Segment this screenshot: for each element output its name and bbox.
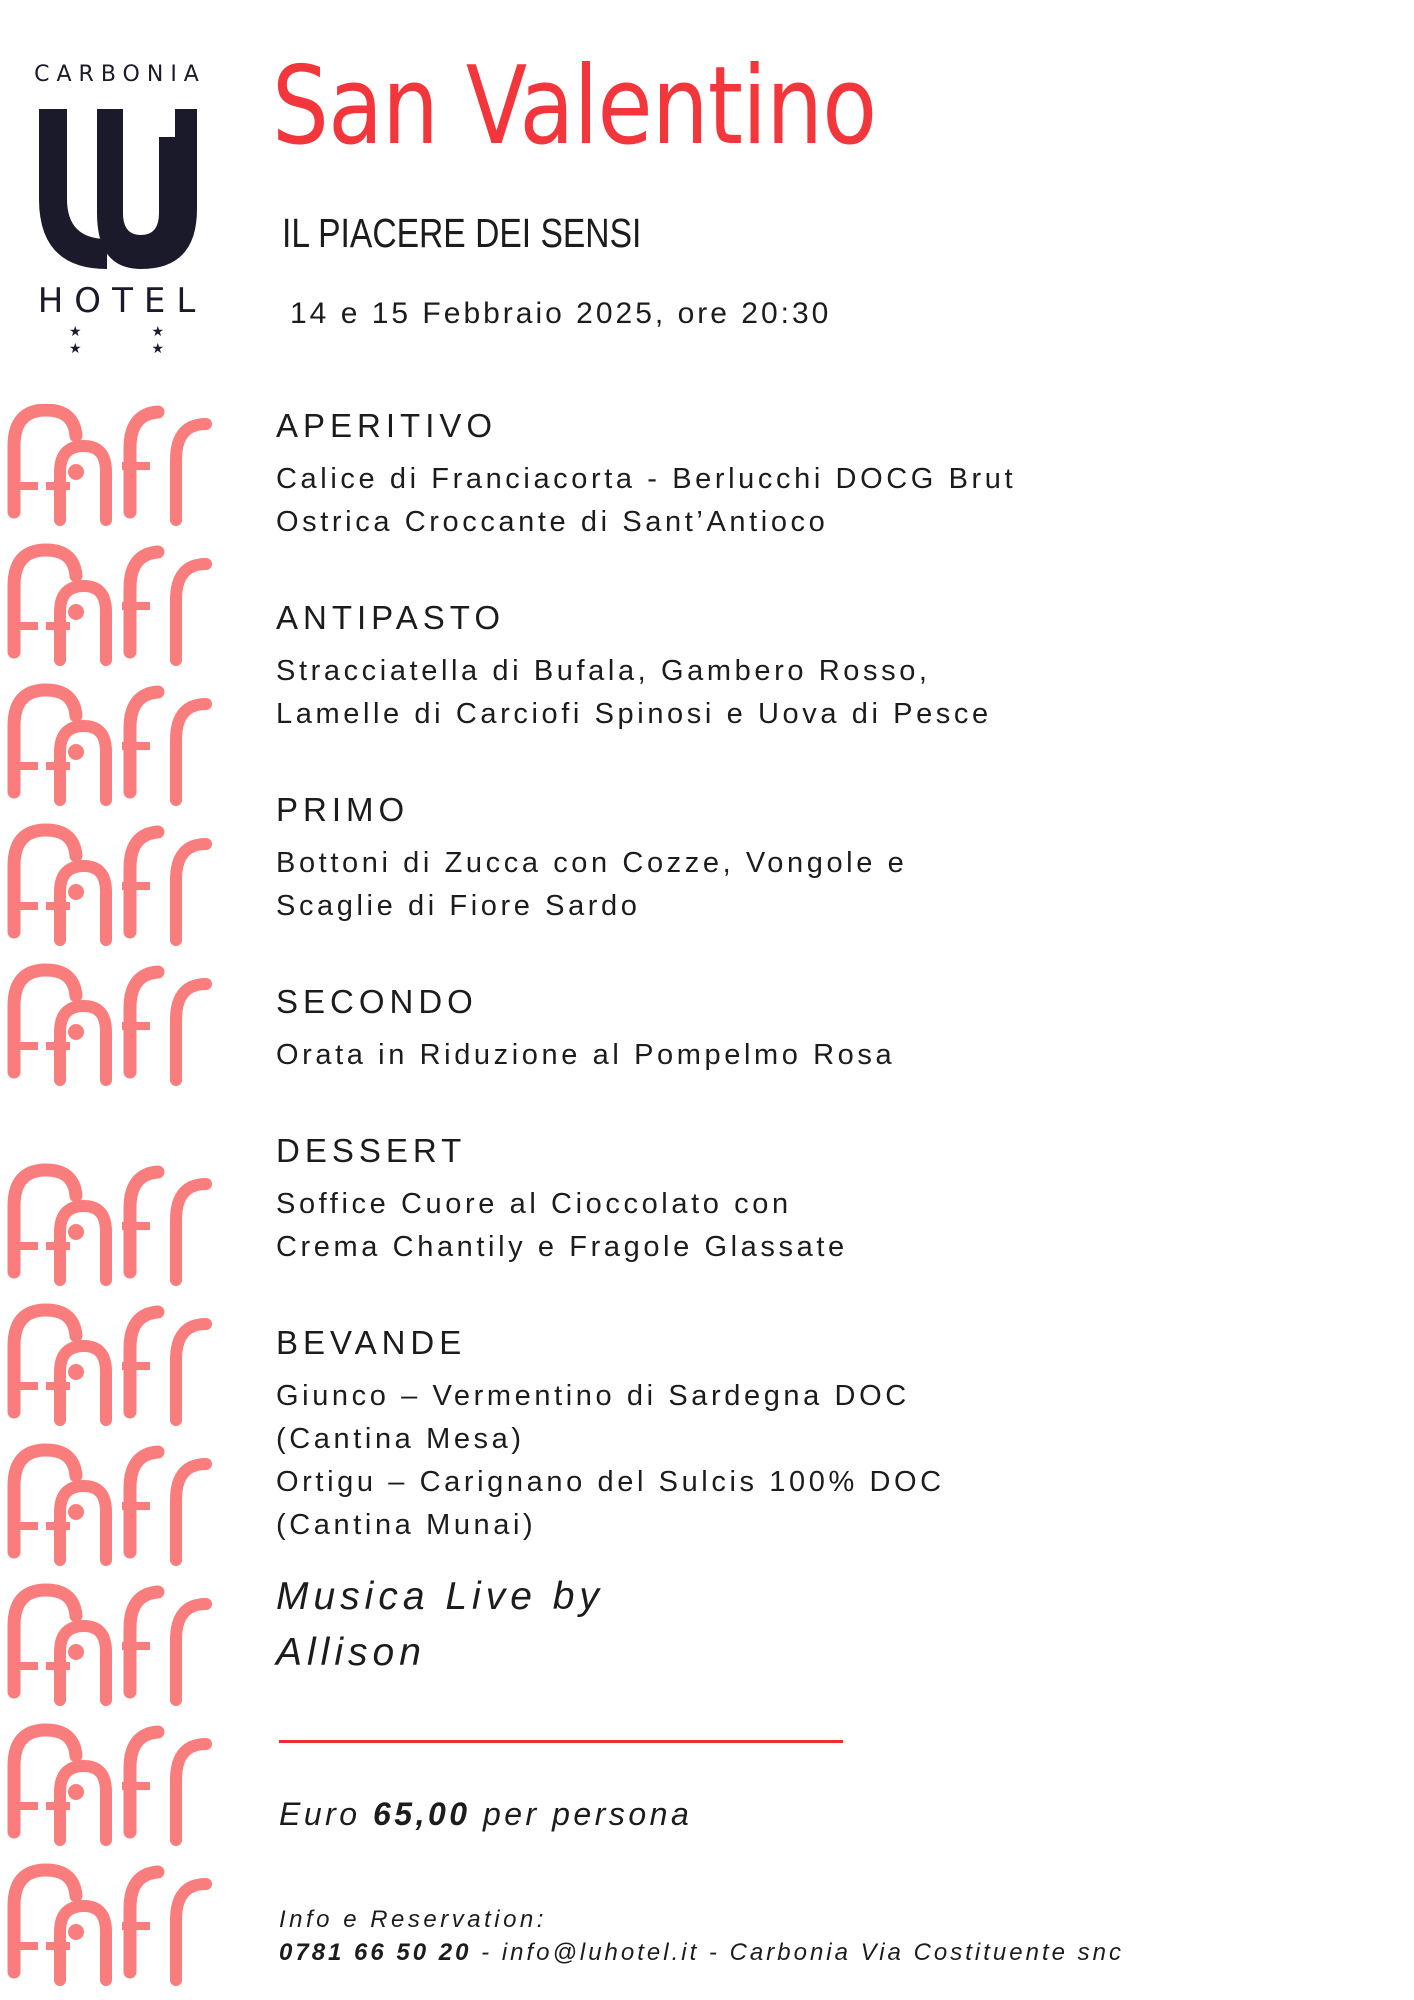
lu-logo-icon [37, 109, 199, 269]
hotel-logo [28, 62, 208, 357]
live-music [276, 1569, 1276, 1681]
menu-line: Ortigu – Carignano del Sulcis 100% DOC [276, 1466, 945, 1498]
info-label: Info e Reservation: [279, 1906, 547, 1933]
contact-details: - info@luhotel.it - Carbonia Via Costituente snc [471, 1939, 1124, 1966]
music-line-1: Musica Live by [276, 1575, 604, 1618]
music-line-2: Allison [276, 1631, 426, 1674]
divider [279, 1740, 843, 1743]
logo-city: CARBONIA [34, 62, 206, 87]
section-title: APERITIVO [276, 407, 498, 444]
menu-section-aperitivo [276, 404, 1276, 544]
logo-hotel: HOTEL [37, 281, 207, 321]
price-prefix: Euro [279, 1796, 361, 1832]
menu-line: Scaglie di Fiore Sardo [276, 890, 641, 922]
menu-line: Calice di Franciacorta - Berlucchi DOCG Brut [276, 463, 1017, 495]
event-subtitle: IL PIACERE DEI SENSI [282, 210, 642, 256]
menu-line: (Cantina Mesa) [276, 1423, 525, 1455]
decorative-pattern [0, 404, 222, 2000]
phone-number: 0781 66 50 20 [279, 1939, 472, 1966]
menu-line: Lamelle di Carciofi Spinosi e Uova di Pesce [276, 698, 992, 730]
menu-line: (Cantina Munai) [276, 1509, 537, 1541]
price [279, 1796, 692, 1833]
menu-section-secondo [276, 980, 1276, 1077]
menu-line: Stracciatella di Bufala, Gambero Rosso, [276, 655, 931, 687]
contact-info [279, 1939, 1124, 1967]
section-title: ANTIPASTO [276, 599, 505, 636]
price-amount: 65,00 [372, 1796, 471, 1832]
menu [276, 404, 1276, 1681]
menu-section-bevande [276, 1321, 1276, 1547]
menu-line: Ostrica Croccante di Sant’Antioco [276, 506, 829, 538]
section-title: BEVANDE [276, 1324, 467, 1361]
menu-line: Bottoni di Zucca con Cozze, Vongole e [276, 847, 908, 879]
event-date: 14 e 15 Febbraio 2025, ore 20:30 [290, 297, 832, 330]
section-title: SECONDO [276, 983, 478, 1020]
section-title: PRIMO [276, 791, 410, 828]
menu-line: Giunco – Vermentino di Sardegna DOC [276, 1380, 910, 1412]
menu-section-antipasto [276, 596, 1276, 736]
logo-stars: ★ ★ ★ ★ [69, 323, 197, 356]
menu-section-primo [276, 788, 1276, 928]
menu-line: Crema Chantily e Fragole Glassate [276, 1231, 848, 1263]
page-title: San Valentino [272, 44, 877, 169]
menu-line: Soffice Cuore al Cioccolato con [276, 1188, 792, 1220]
menu-section-dessert [276, 1129, 1276, 1269]
menu-line: Orata in Riduzione al Pompelmo Rosa [276, 1039, 896, 1071]
price-suffix: per persona [482, 1796, 693, 1832]
section-title: DESSERT [276, 1132, 467, 1169]
